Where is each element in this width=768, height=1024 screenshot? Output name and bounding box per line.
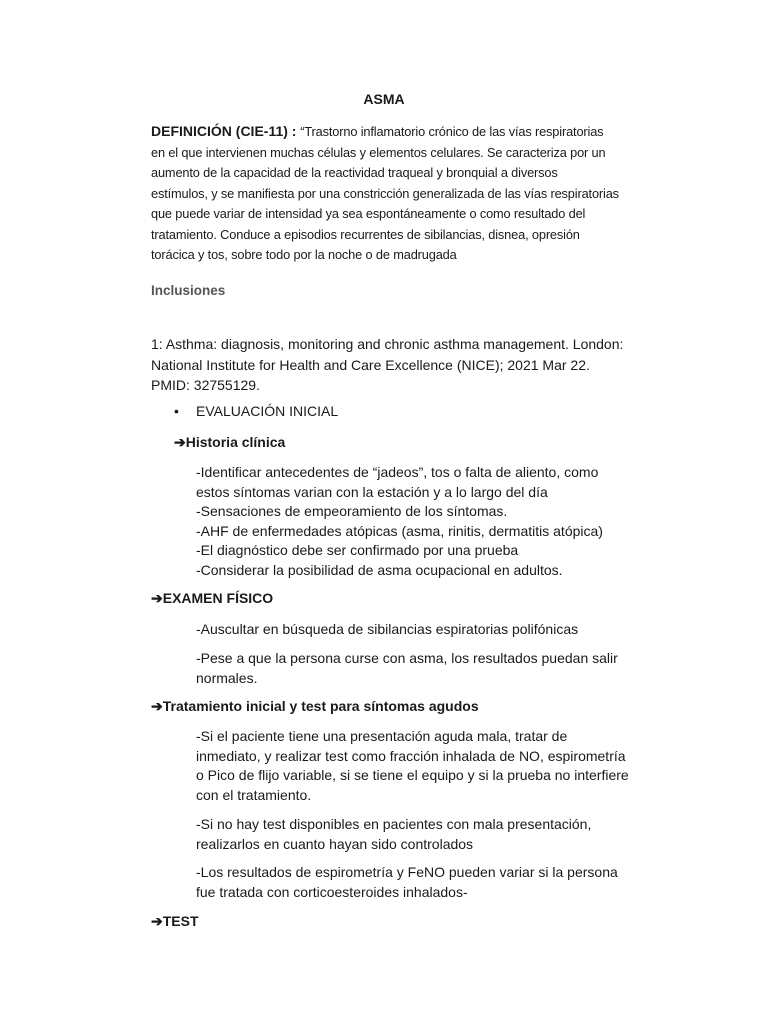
definition-line: en el que intervienen muchas células y elementos celulares. Se caracteriza por un — [151, 144, 606, 160]
definition-line: que puede variar de intensidad ya sea espontáneamente o como resultado del — [151, 206, 586, 221]
reference-line: 1: Asthma: diagnosis, monitoring and chronic asthma management. London: — [151, 336, 624, 352]
tratamiento-line: realizarlos en cuanto hayan sido controlados — [196, 835, 474, 852]
definition-line: aumento de la capacidad de la reactividad traqueal y bronquial a diversos — [151, 165, 558, 180]
document-title: ASMA — [363, 91, 405, 107]
tratamiento-line: -Los resultados de espirometría y FeNO pueden variar si la persona — [196, 864, 618, 880]
tratamiento-line: -Si no hay test disponibles en pacientes con mala presentación, — [196, 816, 592, 832]
historia-line: -Identificar antecedentes de “jadeos”, tos o falta de aliento, como — [196, 464, 599, 480]
examen-heading: ➔EXAMEN FÍSICO — [151, 590, 274, 606]
definition-label: DEFINICIÓN (CIE-11) : — [151, 123, 297, 139]
tratamiento-line: con el tratamiento. — [196, 786, 312, 803]
tratamiento-line: -Si el paciente tiene una presentación aguda mala, tratar de — [196, 728, 568, 744]
reference-line: PMID: 32755129. — [151, 377, 260, 393]
reference-citation — [151, 334, 671, 396]
tratamiento-heading: ➔Tratamiento inicial y test para síntomas agudos — [151, 698, 479, 714]
test-heading: ➔TEST — [151, 913, 199, 929]
inclusiones-heading: Inclusiones — [151, 283, 226, 298]
examen-line: -Pese a que la persona curse con asma, los resultados puedan salir — [196, 650, 618, 666]
historia-paragraph — [196, 463, 666, 580]
definition-block — [151, 121, 636, 266]
definition-line: tratamiento. Conduce a episodios recurrentes de sibilancias, disnea, opresión — [151, 226, 580, 242]
tratamiento-paragraph-3 — [196, 863, 666, 902]
definition-line: torácica y tos, sobre todo por la noche o de madrugada — [151, 247, 457, 262]
examen-line: -Auscultar en búsqueda de sibilancias espiratorias polifónicas — [196, 621, 579, 637]
examen-line: normales. — [196, 669, 258, 686]
reference-line: National Institute for Health and Care Excellence (NICE); 2021 Mar 22. — [151, 356, 590, 373]
historia-line: -El diagnóstico debe ser confirmado por una prueba — [196, 542, 519, 558]
bullet-item-evaluacion — [174, 403, 338, 419]
tratamiento-line: o Pico de flijo variable, si se tiene el equipo y si la prueba no interfiere — [196, 767, 629, 783]
examen-paragraph-2 — [196, 649, 666, 688]
historia-line: -AHF de enfermedades atópicas (asma, rinitis, dermatitis atópica) — [196, 522, 603, 539]
historia-line: -Sensaciones de empeoramiento de los síntomas. — [196, 503, 508, 519]
definition-line: “Trastorno inflamatorio crónico de las vías respiratorias — [300, 124, 604, 139]
tratamiento-paragraph-2 — [196, 815, 666, 854]
tratamiento-line: inmediato, y realizar test como fracción inhalada de NO, espirometría — [196, 747, 626, 764]
tratamiento-line: fue tratada con corticoesteroides inhalados- — [196, 883, 468, 900]
historia-line: -Considerar la posibilidad de asma ocupacional en adultos. — [196, 561, 563, 578]
definition-line: estímulos, y se manifiesta por una constricción generalizada de las vías respiratorias — [151, 185, 619, 201]
examen-paragraph-1 — [196, 620, 666, 640]
bullet-icon: • — [174, 403, 179, 419]
bullet-label: EVALUACIÓN INICIAL — [196, 403, 339, 419]
tratamiento-paragraph-1 — [196, 727, 666, 805]
historia-heading: ➔Historia clínica — [174, 434, 286, 450]
historia-line: estos síntomas varian con la estación y a lo largo del día — [196, 483, 548, 500]
